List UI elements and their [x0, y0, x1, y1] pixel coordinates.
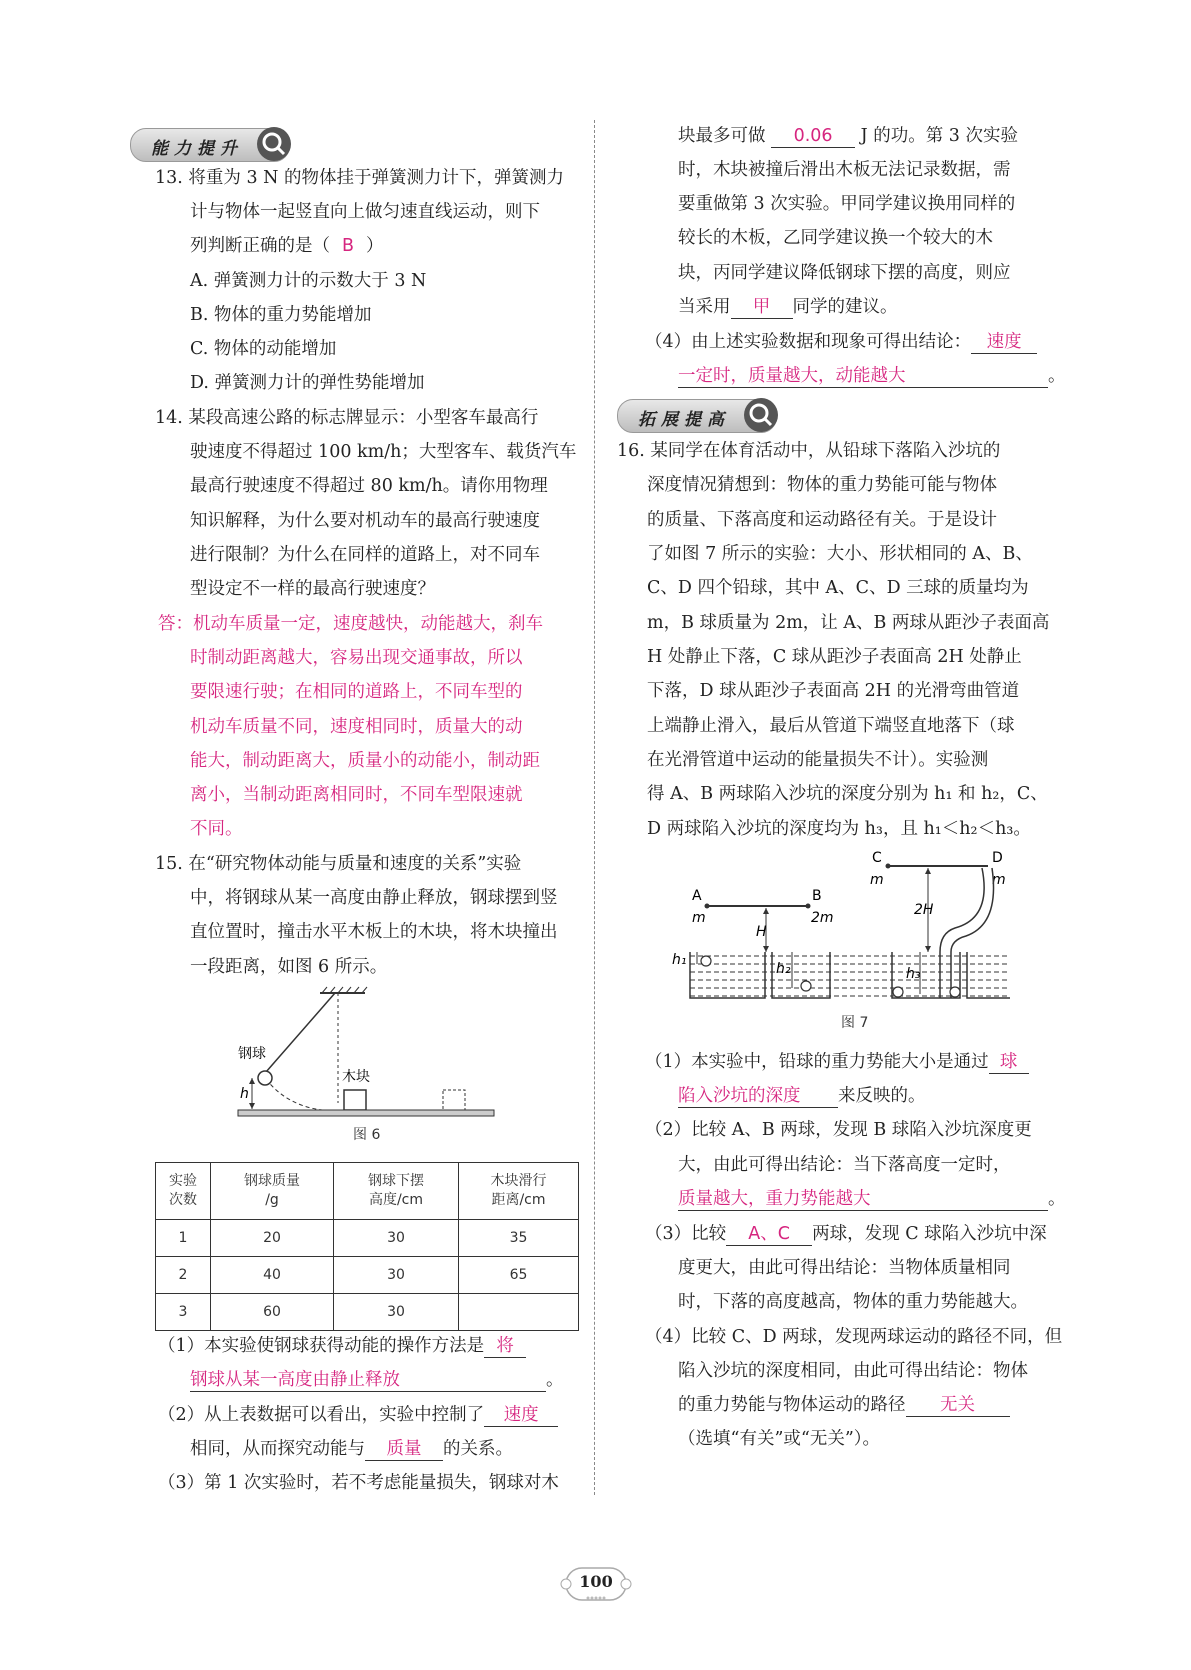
magnifier-icon	[257, 127, 291, 161]
ball-label: 钢球	[238, 1046, 266, 1062]
q15-s3-last: 当采用 甲 同学的建议。	[678, 297, 898, 317]
q16-s3-line: 度更大，由此可得出结论：当物体质量相同	[678, 1258, 1011, 1278]
table-row: 3 60 30	[156, 1294, 579, 1331]
svg-text:m: m	[692, 910, 706, 926]
table-row: 2 40 30 65	[156, 1257, 579, 1294]
q15-s3-line: 较长的木板，乙同学建议换一个较大的木	[678, 228, 993, 248]
table-header: 木块滑行 距离/cm	[459, 1163, 579, 1220]
svg-text:2m: 2m	[811, 910, 834, 926]
q15-line: 直位置时，撞击水平木板上的木块，将木块撞出	[190, 922, 558, 942]
figure-7	[670, 848, 1030, 1018]
q16-s1-cont: 陷入沙坑的深度 来反映的。	[678, 1086, 926, 1106]
q13-line: 计与物体一起竖直向上做匀速直线运动，则下	[190, 202, 540, 222]
svg-text:C: C	[872, 850, 882, 866]
q14-answer-line: 不同。	[190, 819, 243, 839]
svg-text:B: B	[812, 888, 822, 904]
q14-line: 进行限制？为什么在同样的道路上，对不同车	[190, 545, 540, 565]
section-banner-ability	[130, 128, 290, 162]
q15-s4-cont: 一定时，质量越大，动能越大 。	[678, 366, 1066, 386]
q15-s2-cont: 相同，从而探究动能与 质量 的关系。	[190, 1439, 513, 1459]
q16-line: 上端静止滑入，最后从管道下端竖直地落下（球	[647, 716, 1015, 736]
q14-answer-line: 能大，制动距离大，质量小的动能小，制动距	[190, 751, 540, 771]
q14-answer-line: 机动车质量不同，速度相同时，质量大的动	[190, 717, 523, 737]
q16-line: 的质量、下落高度和运动路径有关。于是设计	[647, 510, 997, 530]
svg-text:A: A	[692, 888, 702, 904]
table-header: 实验 次数	[156, 1163, 211, 1220]
q15-s3-cont: 块最多可做 0.06 J 的功。第 3 次实验	[678, 126, 1018, 146]
q16-line: 下落，D 球从距沙子表面高 2H 的光滑弯曲管道	[647, 681, 1020, 701]
q13-option: B. 物体的重力势能增加	[190, 305, 372, 325]
q15-s1-cont: 钢球从某一高度由静止释放 。	[190, 1370, 564, 1390]
q15-s3: （3）第 1 次实验时，若不考虑能量损失，钢球对木	[158, 1473, 559, 1493]
svg-text:m: m	[992, 872, 1006, 888]
q16-line: H 处静止下落，C 球从距沙子表面高 2H 处静止	[647, 647, 1022, 667]
h-label: h	[240, 1086, 249, 1102]
svg-text:2H: 2H	[914, 902, 934, 918]
block-label: 木块	[342, 1069, 370, 1085]
page-number: 100	[579, 1572, 613, 1591]
q16-s2-line: 大，由此可得出结论：当下落高度一定时，	[678, 1155, 1011, 1175]
experiment-table	[155, 1162, 579, 1331]
q16-line: 了如图 7 所示的实验：大小、形状相同的 A、B、	[647, 544, 1033, 564]
q13-line: 13. 将重为 3 N 的物体挂于弹簧测力计下，弹簧测力	[155, 168, 565, 188]
q15-s1: （1）本实验使钢球获得动能的操作方法是 将	[158, 1334, 526, 1358]
q14-line: 驶速度不得超过 100 km/h；大型客车、载货汽车	[190, 442, 577, 462]
q13-option: C. 物体的动能增加	[190, 339, 337, 359]
svg-text:m: m	[870, 872, 884, 888]
q15-s3-line: 时，木块被撞后滑出木板无法记录数据，需	[678, 160, 1011, 180]
section-banner-extension	[617, 399, 777, 433]
q15-s4: （4）由上述实验数据和现象可得出结论： 速度	[645, 330, 1037, 354]
q16-s4-note: （选填“有关”或“无关”）。	[678, 1429, 881, 1449]
q16-line: 16. 某同学在体育活动中，从铅球下落陷入沙坑的	[617, 441, 1001, 461]
svg-text:h₁: h₁	[672, 952, 687, 968]
q16-s1: （1）本实验中，铅球的重力势能大小是通过 球	[645, 1050, 1029, 1074]
q16-line: C、D 四个铅球，其中 A、C、D 三球的质量均为	[647, 578, 1029, 598]
q15-line: 中，将钢球从某一高度由静止释放，钢球摆到竖	[190, 888, 558, 908]
q14-answer-line: 要限速行驶；在相同的道路上，不同车型的	[190, 682, 523, 702]
svg-text:H: H	[756, 924, 767, 940]
q16-s2: （2）比较 A、B 两球，发现 B 球陷入沙坑深度更	[645, 1120, 1032, 1140]
q15-s3-line: 块，丙同学建议降低钢球下摆的高度，则应	[678, 263, 1011, 283]
table-header-row	[156, 1163, 579, 1220]
svg-text:h₂: h₂	[776, 961, 791, 977]
q14-line: 14. 某段高速公路的标志牌显示：小型客车最高行	[155, 408, 539, 428]
table-header: 钢球下摆 高度/cm	[334, 1163, 459, 1220]
section-title: 能力提升	[151, 139, 243, 159]
q14-line: 知识解释，为什么要对机动车的最高行驶速度	[190, 511, 540, 531]
magnifier-icon	[744, 398, 778, 432]
svg-text:h₃: h₃	[906, 966, 921, 982]
figure-6	[230, 985, 500, 1120]
q13-answer: B	[342, 236, 355, 256]
q16-line: 得 A、B 两球陷入沙坑的深度分别为 h₁ 和 h₂，C、	[647, 784, 1048, 804]
section-title: 拓展提高	[638, 410, 730, 430]
q16-line: m，B 球质量为 2m，让 A、B 两球从距沙子表面高	[647, 613, 1050, 633]
q15-s3-line: 要重做第 3 次实验。甲同学建议换用同样的	[678, 194, 1016, 214]
table-header: 钢球质量 /g	[211, 1163, 334, 1220]
q15-line: 一段距离，如图 6 所示。	[190, 957, 388, 977]
q14-line: 最高行驶速度不得超过 80 km/h。请你用物理	[190, 476, 548, 496]
q16-s3: （3）比较 A、C 两球，发现 C 球陷入沙坑中深	[645, 1224, 1047, 1244]
q13-line: 列判断正确的是（ B ）	[190, 236, 384, 256]
q15-line: 15. 在“研究物体动能与质量和速度的关系”实验	[155, 854, 522, 874]
q16-s4: （4）比较 C、D 两球，发现两球运动的路径不同，但	[645, 1327, 1063, 1347]
page-number-badge	[558, 1564, 634, 1606]
q16-s4-cont: 的重力势能与物体运动的路径 无关	[678, 1393, 1010, 1417]
q16-line: 在光滑管道中运动的能量损失不计）。实验测	[647, 750, 989, 770]
q14-line: 型设定不一样的最高行驶速度？	[190, 579, 435, 599]
q13-option: A. 弹簧测力计的示数大于 3 N	[190, 271, 427, 291]
q14-answer-line: 答：机动车质量一定，速度越快，动能越大，刹车	[158, 614, 543, 634]
column-divider	[594, 120, 595, 1495]
q16-line: D 两球陷入沙坑的深度均为 h₃，且 h₁＜h₂＜h₃。	[647, 819, 1031, 839]
q14-answer-line: 时制动距离越大，容易出现交通事故，所以	[190, 648, 523, 668]
svg-text:D: D	[992, 850, 1003, 866]
q13-option: D. 弹簧测力计的弹性势能增加	[190, 373, 425, 393]
q16-s4-line: 陷入沙坑的深度相同，由此可得出结论：物体	[678, 1361, 1028, 1381]
q16-s2-cont: 质量越大，重力势能越大 。	[678, 1189, 1066, 1209]
q15-s2: （2）从上表数据可以看出，实验中控制了 速度	[158, 1403, 558, 1427]
q16-s3-line: 时，下落的高度越高，物体的重力势能越大。	[678, 1292, 1028, 1312]
q16-line: 深度情况猜想到：物体的重力势能可能与物体	[647, 475, 997, 495]
figure-6-caption: 图 6	[353, 1127, 381, 1143]
q14-answer-line: 离小，当制动距离相同时，不同车型限速就	[190, 785, 523, 805]
table-row: 1 20 30 35	[156, 1220, 579, 1257]
figure-7-caption: 图 7	[841, 1015, 869, 1031]
